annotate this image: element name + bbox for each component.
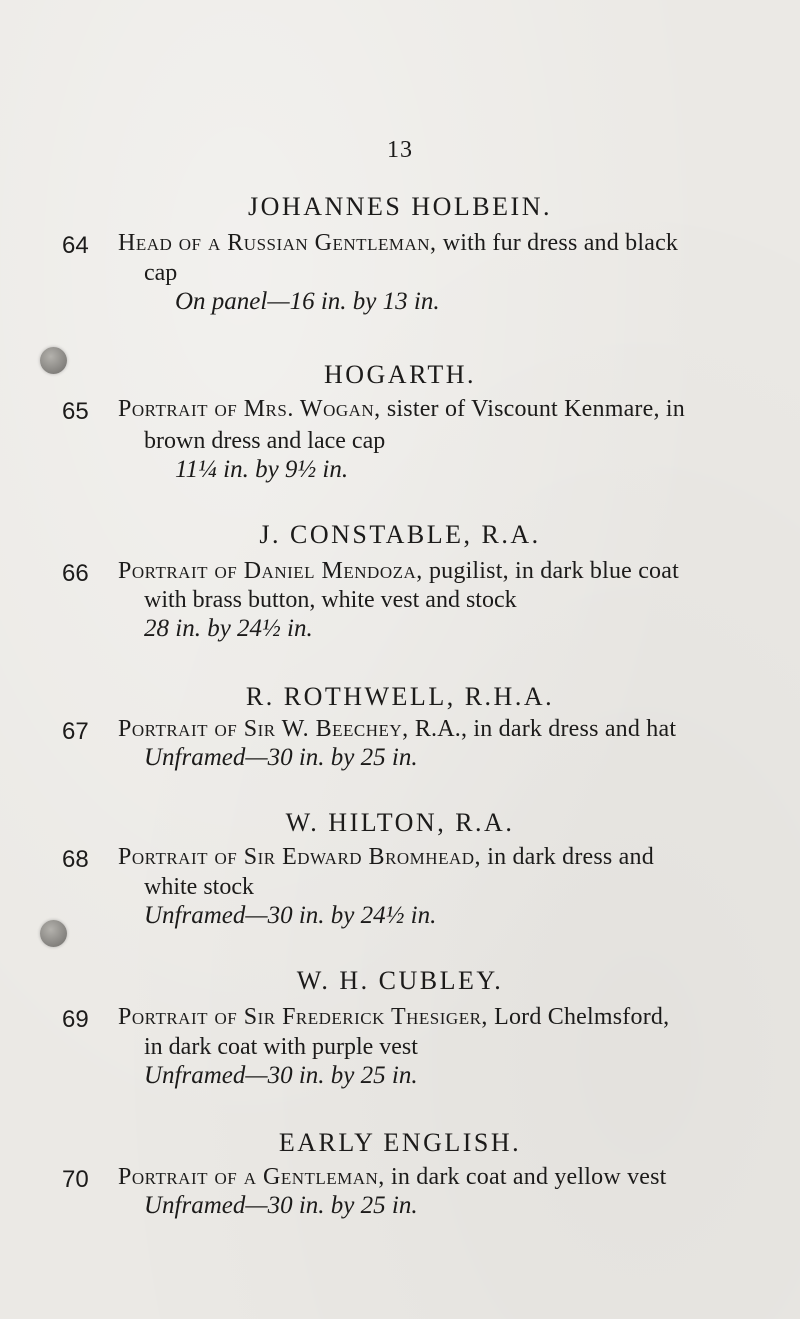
lot-title-rest: R.A., in dark dress and hat xyxy=(408,716,677,742)
lot-title xyxy=(118,394,794,425)
lot-title xyxy=(118,714,794,745)
binding-hole-bottom xyxy=(40,920,67,947)
lot-title-continued: brown dress and lace cap xyxy=(144,428,386,454)
lot-size: 28 in. by 24½ in. xyxy=(144,615,313,642)
lot-title xyxy=(118,1162,794,1193)
lot-title-continued: white stock xyxy=(144,874,254,900)
artist-heading: JOHANNES HOLBEIN. xyxy=(248,192,552,221)
artist-heading: EARLY ENGLISH. xyxy=(278,1128,522,1157)
lot-title xyxy=(118,228,794,259)
lot-title xyxy=(118,842,794,873)
lot-title-caps: Portrait of Mrs. Wogan, xyxy=(118,396,381,422)
lot-number: 70 xyxy=(62,1166,89,1193)
lot-title-rest: Lord Chelmsford, xyxy=(487,1004,670,1030)
lot-title-rest: in dark coat and yellow vest xyxy=(384,1164,667,1190)
lot-title-caps: Portrait of Sir Frederick Thesiger, xyxy=(118,1004,488,1030)
lot-number: 65 xyxy=(62,398,89,425)
lot-size: 11¼ in. by 9½ in. xyxy=(175,456,349,483)
lot-title-continued: with brass button, white vest and stock xyxy=(144,587,517,613)
lot-title-caps: Portrait of Sir Edward Bromhead, xyxy=(118,844,482,870)
lot-title-caps: Portrait of Daniel Mendoza, xyxy=(118,558,423,584)
lot-title-rest: pugilist, in dark blue coat xyxy=(422,558,679,584)
lot-size: On panel—16 in. by 13 in. xyxy=(175,288,440,315)
lot-title-rest: sister of Viscount Kenmare, in xyxy=(380,396,685,422)
artist-heading: J. CONSTABLE, R.A. xyxy=(259,520,541,549)
lot-title-caps: Portrait of Sir W. Beechey, xyxy=(118,716,409,742)
lot-size: Unframed—30 in. by 25 in. xyxy=(144,1192,418,1219)
artist-heading: W. H. CUBLEY. xyxy=(296,966,504,995)
lot-title xyxy=(118,556,794,587)
artist-heading: W. HILTON, R.A. xyxy=(285,808,515,837)
artist-heading: HOGARTH. xyxy=(323,360,477,389)
lot-number: 68 xyxy=(62,846,89,873)
lot-number: 69 xyxy=(62,1006,89,1033)
lot-size: Unframed—30 in. by 25 in. xyxy=(144,1062,418,1089)
lot-size: Unframed—30 in. by 25 in. xyxy=(144,744,418,771)
lot-size: Unframed—30 in. by 24½ in. xyxy=(144,902,437,929)
lot-title xyxy=(118,1002,794,1033)
lot-title-continued: in dark coat with purple vest xyxy=(144,1034,418,1060)
page-number: 13 xyxy=(387,137,413,163)
lot-number: 64 xyxy=(62,232,89,259)
artist-heading: R. ROTHWELL, R.H.A. xyxy=(245,682,555,711)
lot-title-caps: Head of a Russian Gentleman, xyxy=(118,230,437,256)
lot-title-rest: with fur dress and black xyxy=(436,230,679,256)
lot-title-rest: in dark dress and xyxy=(481,844,654,870)
lot-number: 67 xyxy=(62,718,89,745)
lot-number: 66 xyxy=(62,560,89,587)
lot-title-continued: cap xyxy=(144,260,178,286)
lot-title-caps: Portrait of a Gentleman, xyxy=(118,1164,385,1190)
